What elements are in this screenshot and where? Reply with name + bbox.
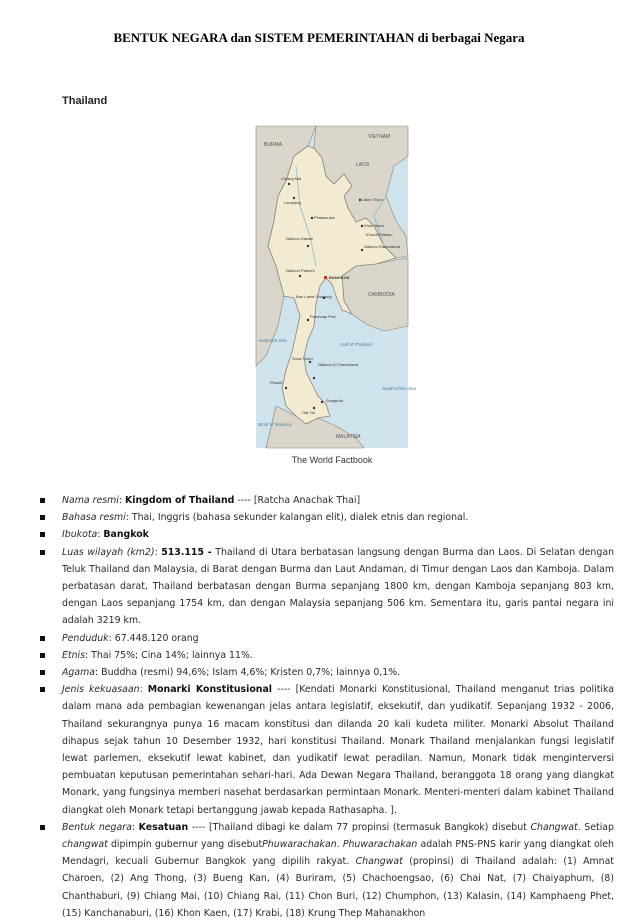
city-marker	[293, 197, 295, 199]
fact-label: Luas wilayah (km2)	[62, 546, 155, 558]
document-title: BENTUK NEGARA dan SISTEM PEMERINTAHAN di berbagai Negara	[113, 30, 525, 45]
facts-list	[40, 492, 614, 922]
fact-term: Changwat	[530, 821, 578, 833]
fact-text: Buddha (resmi) 94,6%; Islam 4,6%; Kristen 0,7%; lainnya 0,1%.	[98, 667, 401, 679]
fact-label: Etnis	[62, 649, 86, 661]
fact-value: Monarki Konstitusional	[147, 684, 273, 696]
map-label-surat-thani: Surat Thani	[292, 356, 313, 361]
map-label-khorat-plateau: Khorat Plateau	[366, 232, 393, 237]
city-marker	[288, 183, 290, 185]
city-marker	[311, 217, 313, 219]
map-label-khon-kaen: Khon Kaen	[364, 223, 384, 228]
map-label-lampang: Lampang	[284, 200, 301, 205]
list-item: Ibukota: Bangkok	[40, 526, 614, 543]
map-label-south-china-sea: South China Sea	[382, 386, 417, 391]
map-label-laos: LAOS	[356, 162, 370, 168]
bullet-icon	[40, 532, 45, 537]
fact-label: Nama resmi	[62, 495, 119, 506]
bullet-icon	[40, 687, 45, 692]
city-marker	[313, 377, 315, 379]
city-marker	[307, 245, 309, 247]
fact-text: (propinsi) di Thailand adalah: (1) Amnat Charoen, (2) Ang Thong, (3) Bueng Kan, (4) Buriram, (5) Chachoengsao, (6) Chai Nat, (7) Chaiyaphum, (8) Chanthaburi, (9) Chiang Mai, (10) Chiang Rai, (11) Chon Buri, (12) Chumphon, (13) Kalasin, (14) Kamphaeng Phet, (15) Kanchanaburi, (16) Khon Kaen, (17) Krabi, (18) Krung Thep Mahanakhon	[62, 856, 614, 919]
fact-label: Ibukota	[62, 529, 98, 541]
fact-term: Changwat	[355, 856, 403, 868]
city-marker	[321, 401, 323, 403]
map-label-nakhon-sawan: Nakhon Sawan	[286, 236, 314, 241]
bullet-icon	[40, 515, 45, 520]
fact-text: .	[336, 839, 343, 851]
map-label-songkhla: Songkhla	[326, 398, 343, 403]
fact-text: adalah PNS-PNS karir yang diangkat oleh Mendagri, kecuali Gubernur Bangkok yang dipilih rakyat.	[62, 839, 614, 868]
fact-text: Thai, Inggris (bahasa sekunder kalangan elit), dialek etnis dan regional.	[128, 512, 469, 524]
city-marker	[359, 199, 361, 201]
map-label-nakhon-si-thammarat: Nakhon Si Thammarat	[318, 362, 358, 367]
map-label-phuket: Phuket	[270, 380, 283, 385]
map-label-gulf-of-thailand: Gulf of Thailand	[340, 342, 372, 347]
map-label-nakhon-pathom: Nakhon Pathom	[286, 268, 315, 273]
city-marker	[307, 319, 309, 321]
city-marker	[309, 361, 311, 363]
map-label-vietnam: VIETNAM	[368, 134, 391, 140]
map-label-hat-yai: Hat Yai	[302, 410, 315, 415]
fact-label: Jenis kekuasaan	[62, 684, 140, 696]
map-caption: The World Factbook	[291, 455, 373, 465]
map-label-prachuap-port: Prachuap Port	[310, 314, 336, 319]
fact-label: Bahasa resmi	[62, 512, 126, 524]
city-marker	[313, 407, 315, 409]
fact-text: ---- [Thailand dibagi ke dalam 77 propinsi (termasuk Bangkok) disebut	[188, 821, 531, 833]
fact-text: ---- [Ratcha Anachak Thai]	[234, 495, 361, 506]
bullet-icon	[40, 653, 45, 658]
fact-text: . Setiap	[577, 821, 615, 833]
fact-term: changwat	[62, 839, 108, 851]
map-label-nakhon-ratchasima: Nakhon Ratchasima	[364, 244, 401, 249]
list-item: Bentuk negara: Kesatuan ---- [Thailand dibagi ke dalam 77 propinsi (termasuk Bangkok) disebut Changwat. Setiap changwat dipimpin gubernur yang disebutPhuwarachakan. Phuwarachakan adalah PNS-PNS karir yang diangkat oleh Mendagri, kecuali Gubernur Bangkok yang dipilih rakyat. Changwat (propinsi) di Thailand adalah: (1) Amnat Charoen, (2) Ang Thong, (3) Bueng Kan, (4) Buriram, (5) Chachoengsao, (6) Chai Nat, (7) Chaiyaphum, (8) Chanthaburi, (9) Chiang Mai, (10) Chiang Rai, (11) Chon Buri, (12) Chumphon, (13) Kalasin, (14) Kamphaeng Phet, (15) Kanchanaburi, (16) Khon Kaen, (17) Krabi, (18) Krung Thep Mahanakhon	[40, 819, 614, 922]
fact-text: dipimpin gubernur yang disebut	[107, 839, 263, 851]
fact-text: 67.448.120 orang	[111, 632, 199, 644]
list-item: Penduduk: 67.448.120 orang	[40, 630, 614, 647]
capital-marker	[324, 276, 327, 279]
list-item: Nama resmi: Kingdom of Thailand ---- [Ratcha Anachak Thai]	[40, 492, 614, 509]
map-label-ban-laem-chabang: Ban Laem Chabang	[296, 294, 332, 299]
fact-value: 513.115 -	[161, 546, 212, 558]
bullet-icon	[40, 670, 45, 675]
list-item: Luas wilayah (km2): 513.115 - Thailand di Utara berbatasan langsung dengan Burma dan Laos. Di Selatan dengan Teluk Thailand dan Malaysia, di Barat dengan Burma dan Laut Andaman, di Timur dengan Laos dan Kamboja. Dalam perbatasan darat, Thailand berbatasan dengan Burma sepanjang 1800 km, dengan Kamboja sepanjang 803 km, dengan Laos sepanjang 1754 km, dan dengan Malaysia sepanjang 506 km. Sementara itu, garis pantai negara ini adalah 3219 km.	[40, 544, 614, 630]
bullet-icon	[40, 636, 45, 641]
map-label-strait-of-malacca: Strait of Malacca	[258, 422, 292, 427]
fact-value: Bangkok	[103, 529, 149, 541]
city-marker	[299, 275, 301, 277]
fact-term: Phuwarachakan	[342, 839, 418, 851]
fact-label: Agama	[62, 667, 95, 679]
map-label-andaman-sea: Andaman Sea	[258, 338, 287, 343]
fact-text: Thailand di Utara berbatasan langsung dengan Burma dan Laos. Di Selatan dengan Teluk Thailand dan Malaysia, di Barat dengan Burma dan Laut Andaman, di Timur dengan Laos dan Kamboja. Dalam perbatasan darat, Thailand berbatasan dengan Burma sepanjang 1800 km, dengan Kamboja sepanjang 803 km, dengan Laos sepanjang 1754 km, dan dengan Malaysia sepanjang 506 km. Sementara itu, garis pantai negara ini adalah 3219 km.	[62, 546, 615, 627]
fact-label: Bentuk negara	[62, 821, 132, 833]
city-marker	[361, 225, 363, 227]
bullet-icon	[40, 825, 45, 830]
list-item: Bahasa resmi: Thai, Inggris (bahasa sekunder kalangan elit), dialek etnis dan regional.	[40, 509, 614, 526]
map-label-phitsanulok: Phitsanulok	[314, 215, 335, 220]
list-item: Jenis kekuasaan: Monarki Konstitusional ---- [Kendati Monarki Konstitusional, Thailand menganut trias politika dalam mana ada pembagian kewenangan jelas antara legislatif, eksekutif, dan yudikatif. Sepanjang 1932 - 2006, Thailand sekurangnya punya 16 macam konstitusi dan dilanda 20 kali kudeta militer. Monarki Absolut Thailand dihapus sejak tahun 10 Desember 1932, hari konstitusi Thailand. Monark Thailand menjalankan fungsi legislatif lewat parlemen, eksekutif lewat kabinet, dan yudikatif lewat peradilan. Namun, Monark tidak menginterversi pembuatan keputusan pemerintahan sehari-hari. Ada Dewan Negara Thailand, beranggota 18 orang yang diangkat Monark, yang fungsinya memberi nasehat berdasarkan permintaan Monark. Menteri-menteri dalam kabinet Thailand diangkat oleh Monark tetapi bertanggung jawab kepada Rathasapha. ].	[40, 681, 614, 819]
map-label-udon-thani: Udon Thani	[362, 197, 383, 202]
bullet-icon	[40, 550, 45, 555]
list-item: Agama: Buddha (resmi) 94,6%; Islam 4,6%; Kristen 0,7%; lainnya 0,1%.	[40, 664, 614, 681]
map-label-cambodia: CAMBODIA	[368, 292, 395, 298]
bullet-icon	[40, 498, 45, 503]
map-label-bangkok: BANGKOK	[329, 275, 350, 280]
fact-term: Phuwarachakan	[262, 839, 337, 851]
map-label-burma: BURMA	[264, 142, 283, 148]
list-item: Etnis: Thai 75%; Cina 14%; lainnya 11%.	[40, 647, 614, 664]
fact-value: Kesatuan	[138, 821, 189, 833]
fact-text: Thai 75%; Cina 14%; lainnya 11%.	[88, 649, 253, 661]
fact-value: Kingdom of Thailand	[125, 495, 235, 506]
map-label-malaysia: MALAYSIA	[336, 434, 361, 440]
section-heading-thailand: Thailand	[62, 95, 108, 107]
fact-label: Penduduk	[62, 632, 109, 644]
thailand-map	[256, 126, 417, 448]
map-label-chiang-mai: Chiang Mai	[281, 176, 302, 181]
city-marker	[285, 387, 287, 389]
fact-text: ---- [Kendati Monarki Konstitusional, Thailand menganut trias politika dalam mana ada pembagian kewenangan jelas antara legislatif, eksekutif, dan yudikatif. Sepanjang 1932 - 2006, Thailand sekurangnya punya 16 macam konstitusi dan dilanda 20 kali kudeta militer. Monarki Absolut Thailand dihapus sejak tahun 10 Desember 1932, hari konstitusi Thailand. Monark Thailand menjalankan fungsi legislatif lewat parlemen, eksekutif lewat kabinet, dan yudikatif lewat peradilan. Namun, Monark tidak menginterversi pembuatan keputusan pemerintahan sehari-hari. Ada Dewan Negara Thailand, beranggota 18 orang yang diangkat Monark, yang fungsinya memberi nasehat berdasarkan permintaan Monark. Menteri-menteri dalam kabinet Thailand diangkat oleh Monark tetapi bertanggung jawab kepada Rathasapha. ].	[62, 684, 614, 816]
city-marker	[361, 249, 363, 251]
